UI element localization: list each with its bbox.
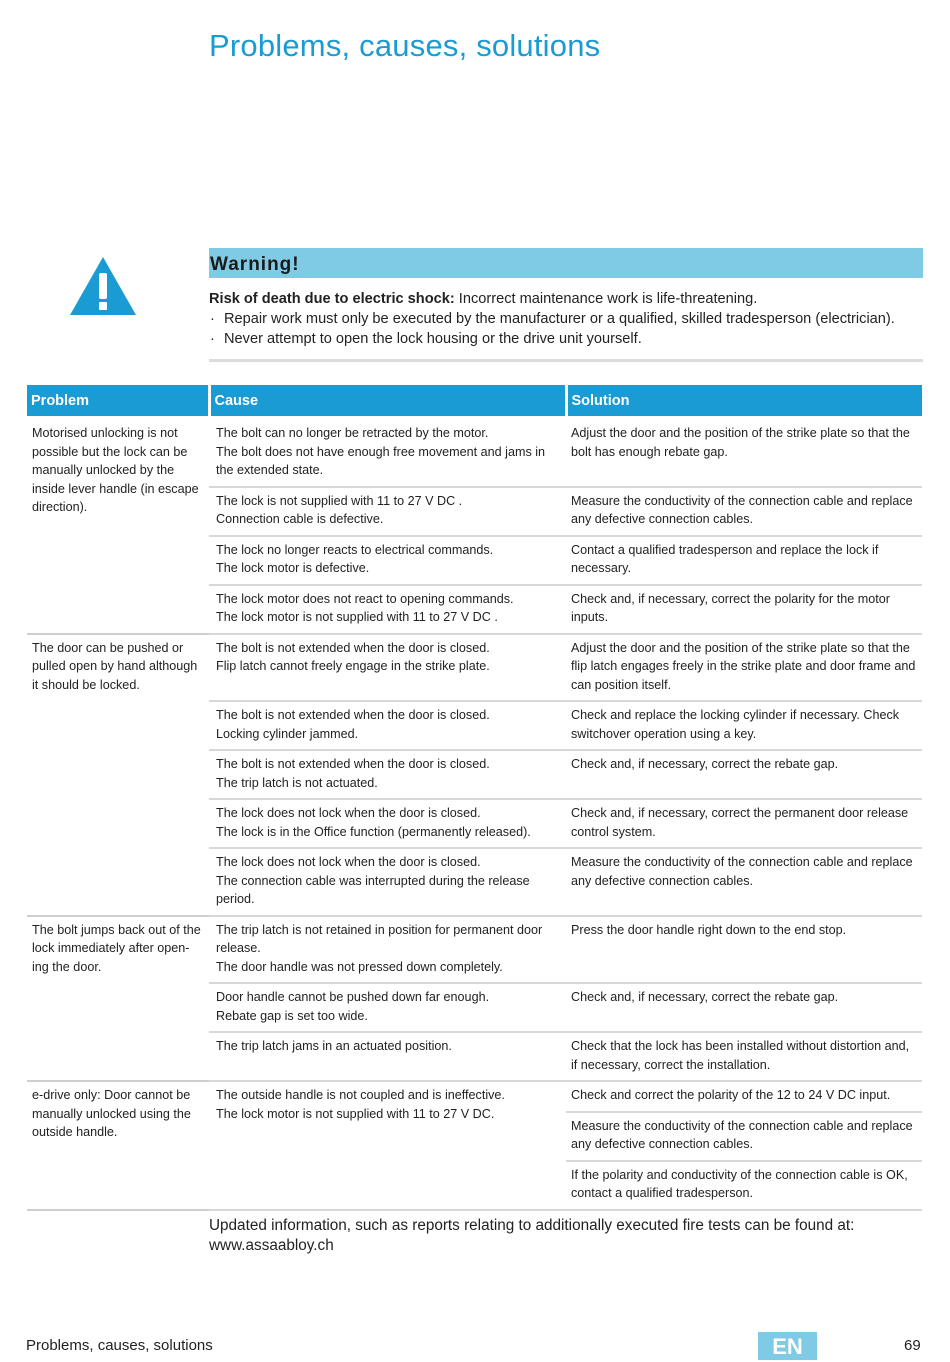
table-row <box>27 416 922 487</box>
cause-line: The lock motor does not react to opening commands. <box>216 591 514 606</box>
cause-line: The lock does not lock when the door is closed. <box>216 855 481 869</box>
warning-bullet-text: Repair work must only be executed by the manufacturer or a qualified, skilled tradesperson (electrician). <box>224 311 895 327</box>
header-cause: Cause <box>209 385 566 416</box>
cause-line: The bolt does not have enough free movement and jams in the extended state. <box>216 444 546 477</box>
bullet-icon: · <box>210 331 215 347</box>
warning-bullet-text: Never attempt to open the lock housing or the drive unit yourself. <box>224 331 642 347</box>
footer-section-label: Problems, causes, solutions <box>26 1337 213 1354</box>
warning-block <box>209 248 923 362</box>
solution-cell: If the polarity and conductivity of the connection cable is OK, contact a qualified tradesperson. <box>566 1161 922 1210</box>
cause-line: The trip latch is not actuated. <box>216 775 378 790</box>
cause-line: The lock is in the Office function (permanently released). <box>216 824 531 839</box>
cause-line: Door handle cannot be pushed down far enough. <box>216 990 490 1004</box>
cause-cell <box>209 848 566 916</box>
cause-line: The bolt is not extended when the door is closed. <box>216 708 490 722</box>
solution-cell: Check and, if necessary, correct the rebate gap. <box>566 750 922 799</box>
cause-line: The bolt is not extended when the door is closed. <box>216 757 490 771</box>
warning-text <box>209 289 923 349</box>
solution-cell: Measure the conductivity of the connection cable and replace any defective connection cables. <box>566 1112 922 1161</box>
warning-triangle-icon <box>70 257 136 315</box>
cause-cell <box>209 634 566 702</box>
warning-heading: Warning! <box>210 254 300 275</box>
solution-cell: Check and replace the locking cylinder if necessary. Check switchover operation using a key. <box>566 701 922 750</box>
solution-cell: Measure the conductivity of the connection cable and replace any defective connection cables. <box>566 487 922 536</box>
cause-line: The lock motor is defective. <box>216 561 370 575</box>
problem-cell: e-drive only: Door cannot be manually unlocked using the outside handle. <box>27 1081 209 1210</box>
cause-line: The lock is not supplied with 11 to 27 V DC . <box>216 493 463 508</box>
cause-line: Connection cable is defective. <box>216 512 384 526</box>
updated-info-text: Updated information, such as reports relating to additionally executed fire tests can be found at: <box>209 1217 855 1234</box>
solution-cell: Check and, if necessary, correct the rebate gap. <box>566 983 922 1032</box>
cause-line: Locking cylinder jammed. <box>216 726 359 741</box>
solution-cell: Adjust the door and the position of the strike plate so that the flip latch engages freely in the strike plate and door frame and can position itself. <box>566 634 922 702</box>
updated-info <box>209 1216 909 1256</box>
cause-line: The lock no longer reacts to electrical commands. <box>216 542 494 557</box>
cause-line: The outside handle is not coupled and is ineffective. <box>216 1088 505 1102</box>
cause-cell <box>209 585 566 634</box>
bullet-icon: · <box>210 311 215 327</box>
solution-cell: Measure the conductivity of the connection cable and replace any defective connection cables. <box>566 848 922 916</box>
cause-cell <box>209 916 566 984</box>
warning-lead-bold: Risk of death due to electric shock: <box>209 291 455 307</box>
troubleshooting-table <box>27 385 922 1211</box>
cause-line: The trip latch is not retained in position for permanent door release. <box>216 922 543 955</box>
warning-heading-bar <box>209 248 923 278</box>
page-title: Problems, causes, solutions <box>209 28 601 63</box>
header-problem: Problem <box>27 385 209 416</box>
warning-bullet <box>209 309 923 329</box>
page-number: 69 <box>904 1337 921 1354</box>
cause-cell <box>209 416 566 487</box>
cause-line: The lock motor is not supplied with 11 to 27 V DC. <box>216 1106 495 1121</box>
cause-line: The lock motor is not supplied with 11 to 27 V DC . <box>216 610 498 624</box>
cause-line: The bolt can no longer be retracted by the motor. <box>216 426 489 440</box>
solution-cell: Press the door handle right down to the end stop. <box>566 916 922 984</box>
cause-cell <box>209 1032 566 1081</box>
table-row <box>27 1081 922 1112</box>
cause-line: The connection cable was interrupted during the release period. <box>216 873 530 906</box>
solution-cell: Check that the lock has been installed without distortion and, if necessary, correct the installation. <box>566 1032 922 1081</box>
language-badge: EN <box>758 1332 817 1360</box>
cause-line: The lock does not lock when the door is closed. <box>216 806 481 820</box>
cause-cell <box>209 799 566 848</box>
solution-cell: Contact a qualified tradesperson and replace the lock if necessary. <box>566 536 922 585</box>
cause-line: Rebate gap is set too wide. <box>216 1008 368 1023</box>
cause-cell <box>209 487 566 536</box>
warning-lead-text: Incorrect maintenance work is life-threatening. <box>454 291 758 307</box>
table-header-row <box>27 385 922 416</box>
solution-cell: Check and correct the polarity of the 12 to 24 V DC input. <box>566 1081 922 1112</box>
cause-cell <box>209 701 566 750</box>
solution-cell: Check and, if necessary, correct the permanent door release control system. <box>566 799 922 848</box>
cause-line: The bolt is not extended when the door is closed. <box>216 640 490 655</box>
website-link[interactable]: www.assaabloy.ch <box>209 1237 334 1254</box>
solution-cell: Check and, if necessary, correct the polarity for the motor inputs. <box>566 585 922 634</box>
table-row <box>27 634 922 702</box>
problem-cell: The bolt jumps back out of the lock immediately after open-ing the door. <box>27 916 209 1082</box>
cause-line: The door handle was not pressed down completely. <box>216 959 503 974</box>
cause-cell <box>209 750 566 799</box>
cause-cell <box>209 1081 566 1210</box>
solution-cell: Adjust the door and the position of the strike plate so that the bolt has enough rebate gap. <box>566 416 922 487</box>
warning-divider <box>209 359 923 362</box>
problem-cell: The door can be pushed or pulled open by hand although it should be locked. <box>27 634 209 916</box>
cause-cell <box>209 983 566 1032</box>
cause-line: The trip latch jams in an actuated position. <box>216 1039 452 1053</box>
warning-bullet <box>209 329 923 349</box>
cause-line: Flip latch cannot freely engage in the strike plate. <box>216 659 490 673</box>
problem-cell: Motorised unlocking is not possible but the lock can be manually unlocked by the inside lever handle (in escape direction). <box>27 416 209 634</box>
warning-lead <box>209 289 923 309</box>
table-row <box>27 916 922 984</box>
header-solution: Solution <box>566 385 922 416</box>
cause-cell <box>209 536 566 585</box>
